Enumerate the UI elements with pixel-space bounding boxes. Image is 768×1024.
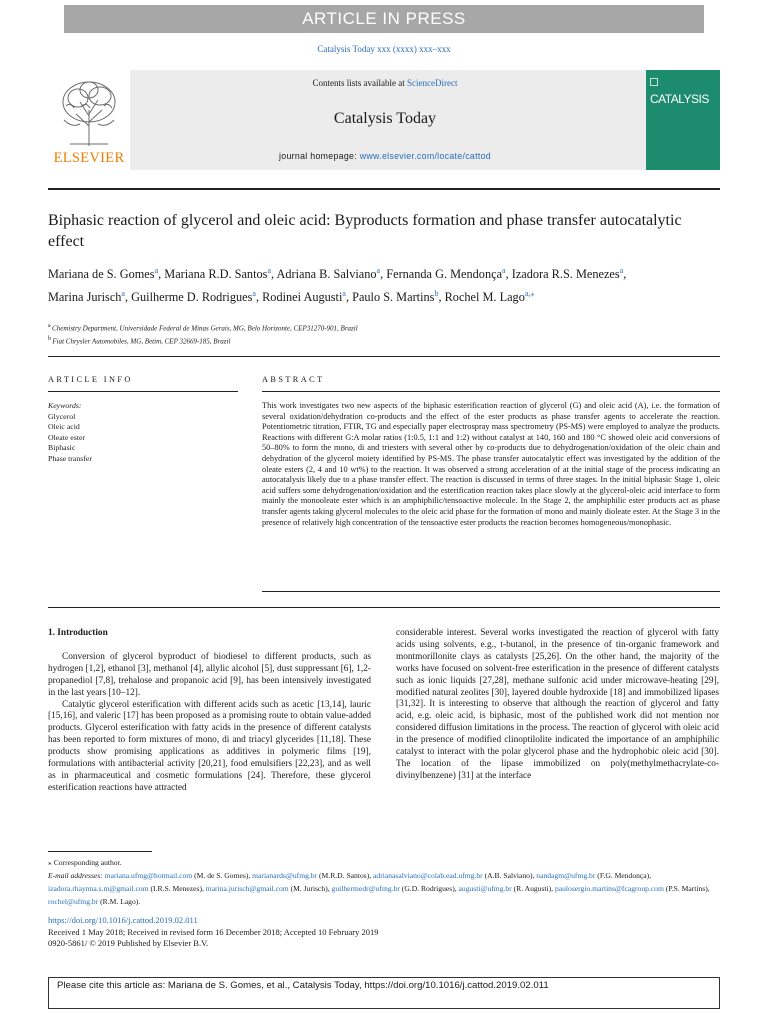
email-addresses — [48, 869, 720, 908]
introduction-heading: 1. Introduction — [48, 628, 108, 638]
author-name[interactable]: Mariana de S. Gomes — [48, 267, 155, 282]
journal-cover-thumbnail[interactable] — [646, 70, 720, 170]
affiliation — [48, 334, 708, 347]
footnote-rule — [48, 851, 152, 852]
journal-homepage — [130, 151, 640, 161]
author-affiliation-marker[interactable]: a — [376, 266, 381, 275]
author-affiliation-marker[interactable]: a — [252, 289, 256, 299]
author-name[interactable]: Fernanda G. Mendonça — [386, 267, 503, 282]
author-name[interactable]: Paulo S. Martins — [352, 290, 435, 305]
abstract-bottom-rule — [262, 591, 720, 592]
email-owner: (R. Augusti), — [511, 884, 555, 893]
abstract-text: This work investigates two new aspects of the biphasic esterification reaction of glycerol (G) and oleic acid (A), i.e. the formation of several oxidation/dehydration co-products and the effect of the ester products as phase transfer agents to accelerate the reaction. Potentiometric titration, FTIR, TG and especially paper electrospray mass spectrometry (PS-MS) were employed to analyze the products. Reactions with different G:A molar ratios (1:0.5, 1:1 and 1:2) without catalyst at 140, 160 and 180 °C showed oleic acid conversions of 50–80% to form the mono, di and triesters with several other by co-products due to dehydrogenation/oxidation of the oleic chain and dehydration of the glycerol moiety identified by PS-MS. The phase transfer autocatalytic effect was investigated by the addition of the oleate esters (2, 4 and 10 wt%) to the reaction. It was observed a strong acceleration of at the initial stage of the process indicating an autocatalysis likely due to a phase transfer effect. The reaction is discussed in terms of three stages. In the initial biphasic Stage 1, oleic acid suffers some dehydrogenation/oxidation and the esterification reaction takes place slowly at the glycerol-oleic acid interface to form mainly the monooleate ester which is an amphiphilic/tensoactive molecule. In the Stage 2, the amphiphilic ester products act as phase transfer agents taking glycerol molecules to the oleic acid phase for the formation of mono and mainly dioleate ester. At the Stage 3 in the presence of relatively high concentration of the tensoactive ester products the reaction becomes homogeneous/monophasic. — [262, 401, 720, 527]
cover-logo-icon — [650, 78, 658, 86]
email-link[interactable]: izadora.rhaynna.s.m@gmail.com — [48, 884, 149, 893]
author-list: Mariana de S. Gomes$^a$, Mariana R.D. Santos$^a$, Adriana B. Salviano$^a$, Fernanda G. Mendonça$^a$, Izadora R.S. Menezes$^a$, Marina Jurisch$^a$, Guilherme D. Rodrigues$^a$, Rodinei Augusti$^a$, Paulo S. Martins$^b$, Rochel M. Lago$^{a,⁎}$ — [48, 266, 627, 305]
author-name[interactable]: Adriana B. Salviano — [276, 267, 377, 282]
intro-paragraph-3: considerable interest. Several works investigated the reaction of glycerol with fatty acids using solvents, e.g., t-butanol, in the presence of tin-organic framework and montmorillonite clays as catalysts [25,26]. On the other hand, the majority of the works have focused on solvent-free esterification in the presence of different catalysts such as ionic liquids [27,28], methane sulfonic acid under microwave-heating [29], modified natural zeolites [30], layered double hydroxide [18] and immobilized lipases [31,32]. It is interesting to observe that although the reaction of glycerol and fatty acid, e.g. oleic acid, is biphasic, most of the published work did not mention nor considered diffusion limitations in the process. The reaction of glycerol with oleic acid in the presence of modified clinoptilolite indicated the importance of an amphiphilic catalyst to interact with the polar glycerol phase and the hydrophobic oleic acid [30]. The location of the lipase immobilized on poly(methylmethacrylate-co-divinylbenzene) [31] at the interface — [396, 628, 719, 781]
email-link[interactable]: guilhermedr@ufmg.br — [331, 884, 400, 893]
author-name[interactable]: Mariana R.D. Santos — [164, 267, 268, 282]
email-link[interactable]: paulosergio.martins@fcagroup.com — [554, 884, 664, 893]
email-label: E-mail addresses: — [48, 871, 105, 880]
intro-paragraph-1: Conversion of glycerol byproduct of biodiesel to different products, such as hydrogen [1,2], ethanol [3], methanol [4], allylic alcohol [5], dust suppressant [6], 1,2-propanediol [7,8], trehalose and propanoic acid [9], has been intensively investigated in the last years [10–12]. — [48, 651, 371, 698]
author-affiliation-marker[interactable]: a — [502, 266, 506, 275]
abstract-heading: ABSTRACT — [262, 375, 325, 384]
corresponding-author-note: ⁎ Corresponding author. — [48, 858, 122, 867]
author-affiliation-marker[interactable]: b — [434, 289, 439, 299]
article-info-rule — [48, 391, 238, 392]
journal-masthead — [48, 70, 720, 170]
email-link[interactable]: adrianasalviano@colab.ead.ufmg.br — [373, 871, 483, 880]
email-owner: (P.S. Martins), — [663, 884, 710, 893]
keyword: Oleate ester — [48, 432, 86, 442]
author-affiliation-marker[interactable]: a — [619, 266, 624, 275]
elsevier-wordmark: ELSEVIER — [53, 150, 125, 166]
elsevier-tree-icon — [56, 76, 122, 148]
email-owner: (A.B. Salviano), — [482, 871, 537, 880]
citation-box — [48, 977, 720, 1009]
citation-text: Please cite this article as: Mariana de S. Gomes, et al., Catalysis Today, https://doi.org/10.1016/j.cattod.2019.02.011 — [57, 980, 549, 991]
affiliation — [48, 321, 708, 334]
journal-name: Catalysis Today — [333, 110, 437, 127]
homepage-prefix: journal homepage: — [279, 151, 360, 161]
email-link[interactable]: marina.jurisch@gmail.com — [205, 884, 289, 893]
elsevier-logo[interactable] — [48, 70, 130, 170]
sciencedirect-link[interactable]: ScienceDirect — [407, 78, 458, 88]
paper-title: Biphasic reaction of glycerol and oleic acid: Byproducts formation and phase transfer autocatalytic effect — [48, 212, 682, 250]
intro-paragraph-2: Catalytic glycerol esterification with different acids such as acetic [13,14], lauric [15,16], and valeric [17] has been proposed as a promising route to obtain value-added products. Glycerol esterification with fatty acids in the presence of different catalysts has been reported to form mixtures of mono, di and triacyl glycerides [11,18]. These products show promising applications as additives in polymeric films [19], formulations with antibacterial activity [20,21], food emulsifiers [22,23], and as well as in pharmaceutical and cosmetic formulations [24]. Therefore, these glycerol esterification reactions have attracted — [48, 699, 371, 793]
received-dates: Received 1 May 2018; Received in revised form 16 December 2018; Accepted 10 February 2019 — [48, 926, 379, 937]
issn-copyright: 0920-5861/ © 2019 Published by Elsevier B.V. — [48, 938, 209, 948]
author-affiliation-marker[interactable]: a — [121, 289, 125, 299]
author-name[interactable]: Guilherme D. Rodrigues — [131, 290, 253, 305]
journal-reference[interactable]: Catalysis Today xxx (xxxx) xxx–xxx — [317, 44, 451, 54]
author-affiliation-marker[interactable]: a — [342, 289, 346, 299]
email-owner: (M. de S. Gomes), — [192, 871, 253, 880]
article-info-heading: ARTICLE INFO — [48, 375, 133, 384]
email-link[interactable]: augusti@ufmg.br — [458, 884, 512, 893]
front-matter-rule — [48, 607, 720, 608]
abstract-rule — [262, 391, 720, 392]
contents-prefix: Contents lists available at — [312, 78, 407, 88]
email-link[interactable]: nandagm@ufmg.br — [536, 871, 596, 880]
author-affiliation-marker[interactable]: a,⁎ — [524, 289, 535, 299]
author-name[interactable]: Rochel M. Lago — [444, 290, 525, 305]
keyword: Biphasic — [48, 443, 76, 452]
footnotes — [48, 856, 720, 908]
email-owner: (G.D. Rodrigues), — [399, 884, 459, 893]
cover-title: CATALYSIS — [650, 92, 709, 106]
affiliation-label: b — [48, 336, 53, 343]
body-column-right — [396, 628, 719, 783]
email-owner: (I.R.S. Menezes), — [148, 884, 206, 893]
homepage-link[interactable]: www.elsevier.com/locate/cattod — [359, 151, 491, 161]
author-name[interactable]: Izadora R.S. Menezes — [511, 267, 620, 282]
affiliation-label: a — [48, 323, 53, 329]
keywords-block — [48, 401, 238, 464]
body-column-left — [48, 628, 371, 795]
keywords-list — [48, 412, 238, 465]
publication-info — [48, 915, 720, 950]
header-rule — [48, 188, 720, 190]
affiliation-text: Chemistry Department, Universidade Federal de Minas Gerais, MG, Belo Horizonte, CEP31270-901, Brazil — [52, 324, 358, 333]
email-owner: (F.G. Mendonça), — [595, 871, 652, 880]
email-owner: (M.R.D. Santos), — [317, 871, 374, 880]
masthead-center — [130, 70, 640, 170]
author-name[interactable]: Rodinei Augusti — [262, 290, 343, 305]
email-link[interactable]: marianards@ufmg.br — [252, 871, 318, 880]
keyword: Glycerol — [48, 411, 76, 421]
affiliation-rule — [48, 356, 720, 357]
contents-line — [130, 78, 640, 88]
email-link[interactable]: mariana.ufmg@hotmail.com — [104, 871, 193, 880]
author-affiliation-marker[interactable]: a — [154, 266, 159, 275]
keyword: Oleic acid — [48, 422, 80, 431]
email-owner: (R.M. Lago). — [98, 897, 141, 906]
author-affiliation-marker[interactable]: a — [267, 266, 271, 275]
affiliation-list — [48, 321, 708, 348]
affiliation-text: Fiat Chrysler Automobiles, MG, Betim, CEP 32669-185, Brazil — [52, 337, 231, 346]
keyword: Phase transfer — [48, 453, 92, 463]
doi-link[interactable]: https://doi.org/10.1016/j.cattod.2019.02.011 — [48, 915, 198, 925]
email-link[interactable]: rochel@ufmg.br — [48, 897, 99, 906]
email-owner: (M. Jurisch), — [288, 884, 332, 893]
article-in-press-banner: ARTICLE IN PRESS — [64, 5, 704, 33]
keywords-title: Keywords: — [48, 401, 82, 410]
author-name[interactable]: Marina Jurisch — [48, 290, 122, 305]
